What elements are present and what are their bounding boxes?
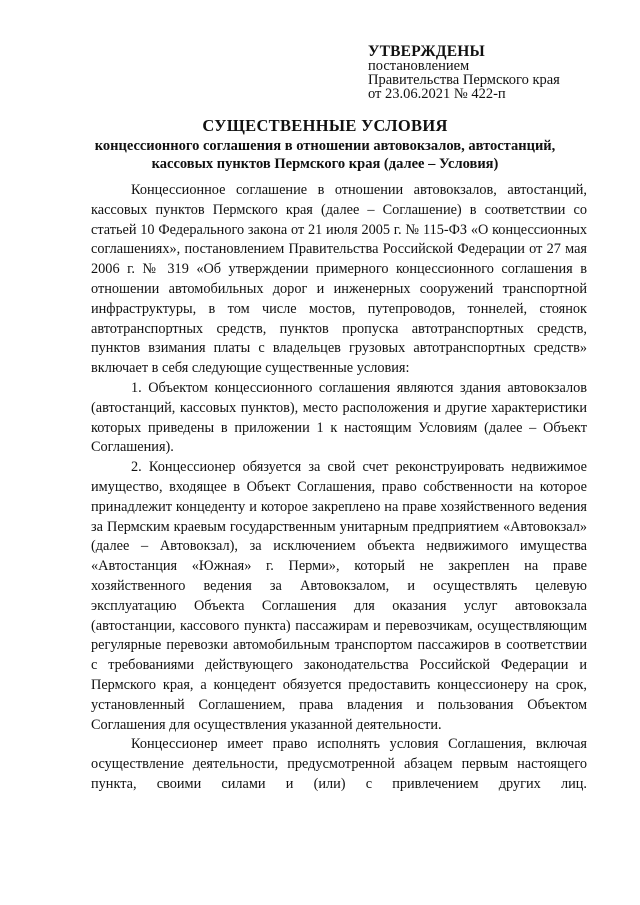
- title-sub-line-1: концессионного соглашения в отношении автовокзалов, автостанций,: [94, 138, 556, 154]
- item-1-paragraph: 1. Объектом концессионного соглашения являются здания автовокзалов (автостанций, кассовых пунктов), место расположения и другие характеристики которых приведены в приложении 1 к настоящим Условиям (далее – Объект Соглашения).: [91, 379, 587, 456]
- title-sub-line-2: кассовых пунктов Пермского края (далее – Условия): [151, 156, 499, 172]
- approval-line-3: от 23.06.2021 № 422-п: [368, 86, 506, 102]
- item-2-paragraph: 2. Концессионер обязуется за свой счет реконструировать недвижимое имущество, входящее в Объект Соглашения, право собственности на которое принадлежит концеденту и которое закреплено на праве хозяйственного ведения за Пермским краевым государственным унитарным предприятием «Автовокзал» (далее – Автовокзал), за исключением объекта недвижимого имущества «Автостанция «Южная» г. Перми», который не закреплен на праве хозяйственного ведения за Автовокзалом, и осуществлять целевую эксплуатацию Объекта Соглашения для оказания услуг автовокзала (автостанции, кассового пункта) пассажирам и перевозчикам, осуществляющим регулярные перевозки автомобильным транспортом пассажиров в соответствии с требованиями действующего законодательства Российской Федерации и Пермского края, а концедент обязуется предоставить концессионеру на срок, установленный Соглашением, права владения и пользования Объектом Соглашения для осуществления указанной деятельности.: [91, 459, 587, 733]
- approval-line-1: постановлением: [368, 58, 470, 74]
- approval-heading: УТВЕРЖДЕНЫ: [368, 43, 485, 60]
- document-body: [91, 181, 587, 795]
- title-main: СУЩЕСТВЕННЫЕ УСЛОВИЯ: [202, 116, 448, 135]
- approval-stamp-block: [368, 45, 628, 101]
- document-title: [40, 116, 610, 172]
- intro-paragraph: Концессионное соглашение в отношении автовокзалов, автостанций, кассовых пунктов Пермского края (далее – Соглашение) в соответствии со статьей 10 Федерального закона от 21 июля 2005 г. № 115-ФЗ «О концессионных соглашениях», постановлением Правительства Российской Федерации от 27 мая 2006 г. № 319 «Об утверждении примерного концессионного соглашения в отношении автомобильных дорог и инженерных сооружений транспортной инфраструктуры, в том числе мостов, путепроводов, тоннелей, стоянок автотранспортных средств, пунктов пропуска автотранспортных средств, пунктов взимания платы с владельцев грузовых автотранспортных средств» включает в себя следующие существенные условия:: [91, 182, 587, 377]
- item-2-continuation-paragraph: Концессионер имеет право исполнять условия Соглашения, включая осуществление деятельности, предусмотренной абзацем первым настоящего пункта, своими силами и (или) с привлечением других лиц.: [91, 736, 587, 792]
- approval-line-2: Правительства Пермского края: [368, 72, 560, 88]
